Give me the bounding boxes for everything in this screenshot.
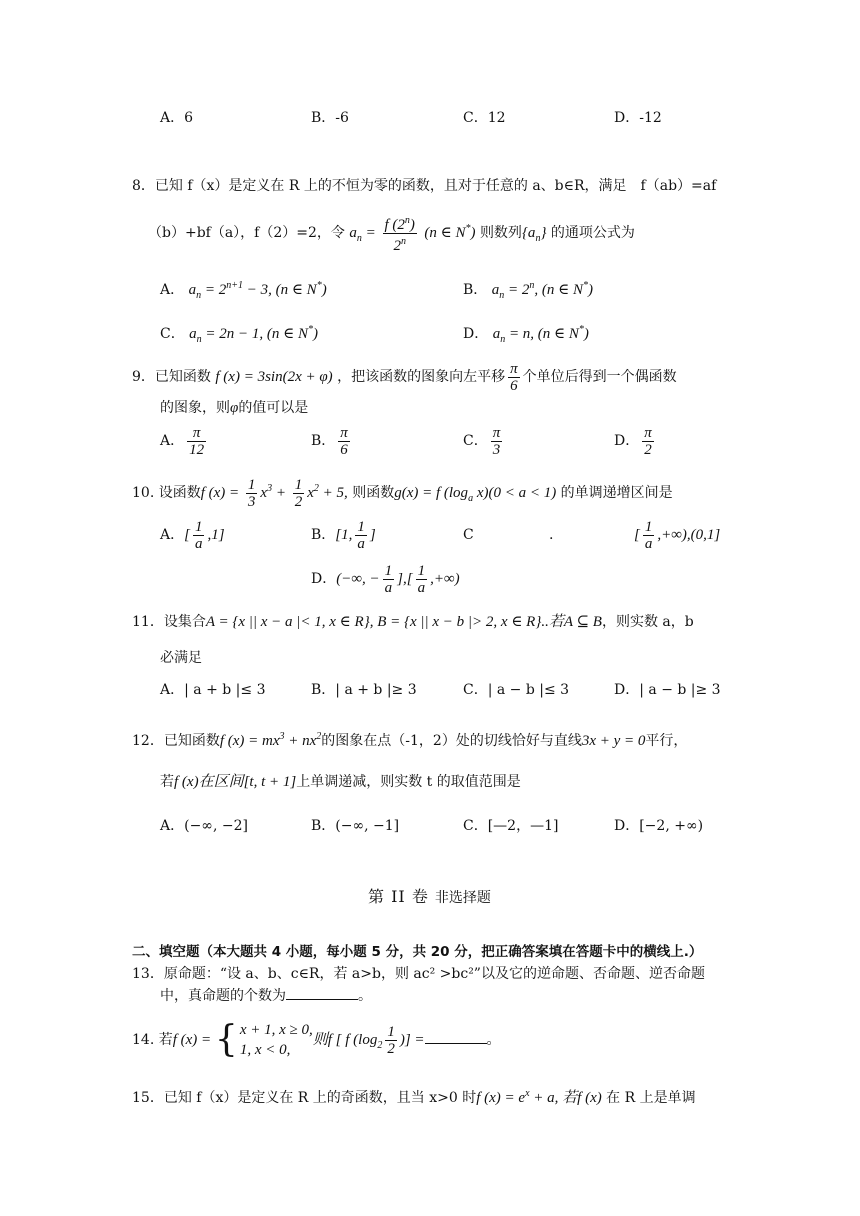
q9-line1: 9．已知函数 f (x) = 3sin(2x + φ) ，把该函数的图象向左平移 $\frac{\pi}{6}$ 个单位后得到一个偶函数 bbox=[132, 360, 677, 394]
part2-title: 第 II 卷 非选择题 bbox=[368, 887, 491, 906]
q10-line1: 10. 设函数f (x) = $\frac{1}{3}$ $x^3$ + $\frac{1}{2}$ $x^2 + 5$, 则函数g(x) = f ($\log_a$ x)(0 < a < 1) 的单调递增区间是 bbox=[132, 476, 673, 510]
q10-option-c-label: C bbox=[463, 527, 474, 543]
q14-answer-blank bbox=[425, 1031, 487, 1044]
q9-option-b: B． $\frac{\pi}{6}$ bbox=[311, 424, 348, 458]
q8-line2: （b）+bf（a），f（2）=2，令 $a_n$ = $\frac{f (2^n)}{2^n}$ (n ∈ N*) 则数列$\{a_n\}$ 的通项公式为 bbox=[148, 214, 635, 254]
q8-option-b: B． $a_n = 2^n$, (n ∈ N*) bbox=[463, 280, 593, 301]
q8-option-d: D． $a_n = n$, (n ∈ N*) bbox=[463, 324, 589, 345]
q7-option-a: A．6 bbox=[160, 110, 194, 126]
q10-option-b: B．[1, $\frac{1}{a}$ ] bbox=[311, 518, 376, 552]
q8-line1: 8．已知 f（x）是定义在 R 上的不恒为零的函数，且对于任意的 a、b∈R，满足 f（ab）=af bbox=[132, 178, 717, 194]
q12-option-a: A．(−∞, −2] bbox=[160, 818, 248, 834]
q7-option-c: C．12 bbox=[463, 110, 506, 126]
q11-option-c: C．| a − b |≤ 3 bbox=[463, 682, 570, 698]
q15-line: 15．已知 f（x）是定义在 R 上的奇函数，且当 x>0 时f $(x) = e^x + a$, 若f (x) 在 R 上是单调 bbox=[132, 1088, 696, 1106]
q12-line2: 若f (x)在区间[t, t + 1]上单调递减，则实数 t 的取值范围是 bbox=[160, 774, 521, 790]
q13-line1: 13．原命题：“设 a、b、c∈R，若 a>b，则 ac² >bc²”以及它的逆命题、否命题、逆否命题 bbox=[132, 966, 705, 982]
q8-fraction: $\frac{f (2^n)}{2^n}$ bbox=[384, 214, 415, 254]
q10-option-c: [ $\frac{1}{a}$ ,+∞),(0,1] bbox=[634, 518, 721, 552]
q10-option-a: A．[ $\frac{1}{a}$ ,1] bbox=[160, 518, 225, 552]
q9-option-d: D． $\frac{\pi}{2}$ bbox=[614, 424, 652, 458]
q9-option-a: A． $\frac{\pi}{12}$ bbox=[160, 424, 205, 458]
q9-line2: 的图象，则φ的值可以是 bbox=[160, 400, 309, 416]
q12-line1: 12．已知函数f $(x) = mx^3 + nx^2$的图象在点（-1，2）处的切线恰好与直线3x + y = 0平行， bbox=[132, 731, 688, 749]
q8-option-c: C． $a_n = 2n - 1$, (n ∈ N*) bbox=[160, 324, 319, 345]
q11-option-d: D．| a − b |≥ 3 bbox=[614, 682, 721, 698]
piecewise-brace: { bbox=[214, 1019, 238, 1060]
q9-option-c: C． $\frac{\pi}{3}$ bbox=[463, 424, 501, 458]
q10-option-c-dot: . bbox=[549, 527, 554, 543]
q14-line: 14. 若f (x) = { x + 1, x ≥ 0, 1, x < 0, 则f [ f ($\log_2$ $\frac{1}{2}$ )] = 。 bbox=[132, 1019, 501, 1060]
q13-line2: 中，真命题的个数为 。 bbox=[160, 988, 372, 1004]
q12-option-c: C．[—2，—1] bbox=[463, 818, 559, 834]
q13-answer-blank bbox=[286, 987, 358, 1000]
q11-option-a: A．| a + b |≤ 3 bbox=[160, 682, 266, 698]
q8-option-a: A． $a_n = 2^{n+1} - 3$, (n ∈ N*) bbox=[160, 280, 327, 301]
q12-option-d: D．[−2, +∞) bbox=[614, 818, 704, 834]
q9-shift-fraction: $\frac{\pi}{6}$ bbox=[510, 360, 518, 394]
q12-option-b: B．(−∞, −1] bbox=[311, 818, 400, 834]
q10-option-d: D．(−∞, − $\frac{1}{a}$ ],[ $\frac{1}{a}$ ,+∞) bbox=[311, 562, 460, 596]
fill-heading: 二、填空题（本大题共 4 小题，每小题 5 分，共 20 分，把正确答案填在答题卡中的横线上.） bbox=[132, 944, 703, 960]
q11-option-b: B．| a + b |≥ 3 bbox=[311, 682, 417, 698]
q7-option-d: D．-12 bbox=[614, 110, 662, 126]
q7-option-b: B．-6 bbox=[311, 110, 349, 126]
q11-line1: 11．设集合A = {x || x − a |< 1, x ∈ R}, B = {x || x − b |> 2, x ∈ R}..若A ⊆ B，则实数 a，b bbox=[132, 614, 694, 630]
q11-line2: 必满足 bbox=[160, 650, 202, 666]
